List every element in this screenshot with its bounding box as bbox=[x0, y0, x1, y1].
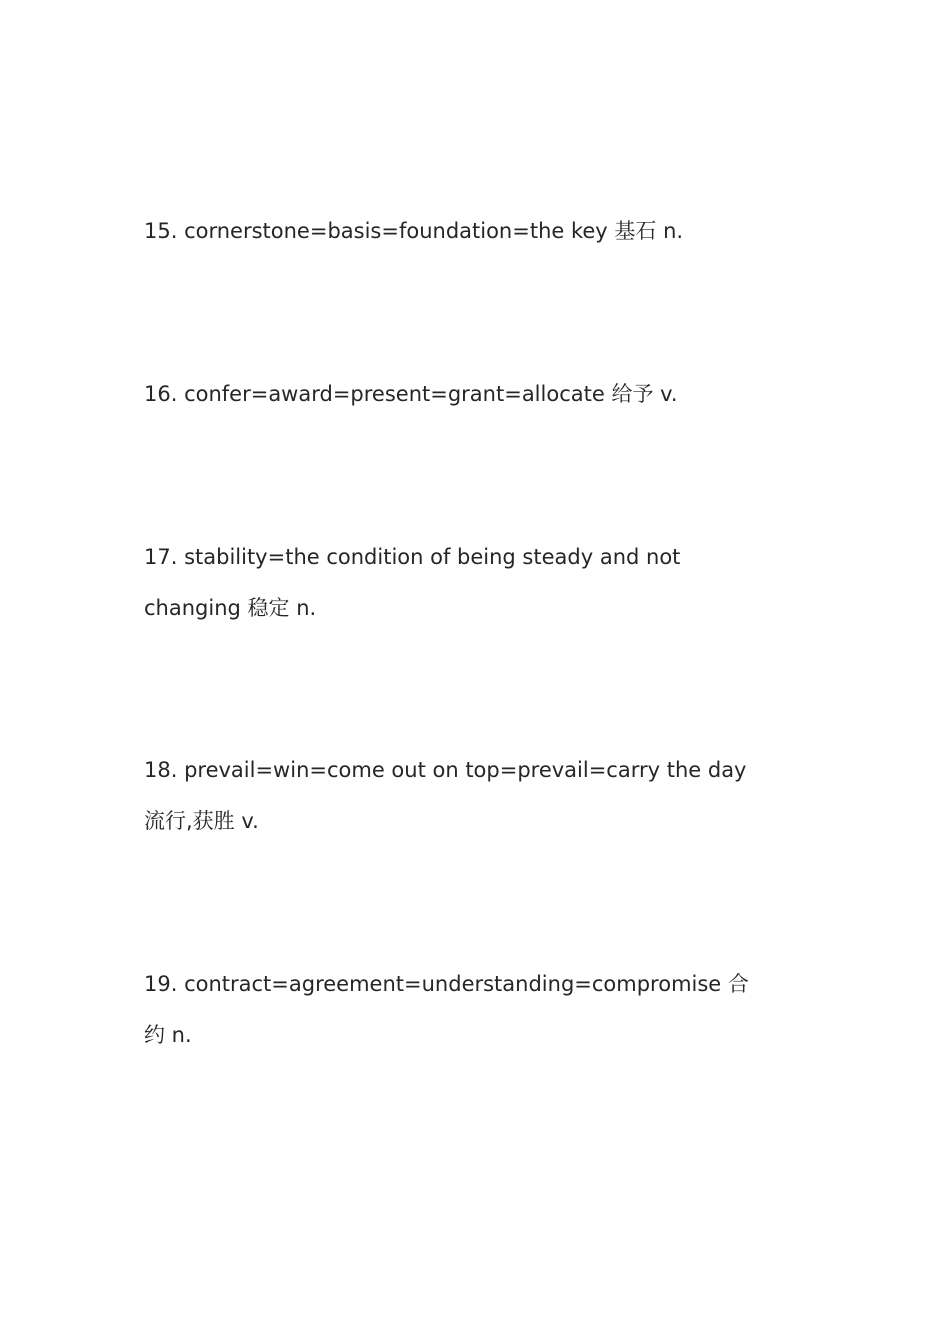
entry-line: changing 稳定 n. bbox=[144, 596, 317, 620]
entry-line: 流行,获胜 v. bbox=[144, 809, 259, 833]
vocab-entry-16 bbox=[144, 369, 804, 420]
entry-line: 16. confer=award=present=grant=allocate 给予 v. bbox=[144, 382, 678, 406]
vocab-entry-19 bbox=[144, 959, 804, 1061]
vocab-entry-18 bbox=[144, 745, 804, 847]
entry-line: 18. prevail=win=come out on top=prevail=carry the day bbox=[144, 758, 747, 782]
entry-line: 17. stability=the condition of being steady and not bbox=[144, 545, 681, 569]
entry-line: 约 n. bbox=[144, 1023, 192, 1047]
vocab-entry-15 bbox=[144, 206, 804, 257]
entry-line: 19. contract=agreement=understanding=compromise 合 bbox=[144, 972, 749, 996]
vocab-entry-17 bbox=[144, 532, 804, 634]
entry-line: 15. cornerstone=basis=foundation=the key 基石 n. bbox=[144, 219, 684, 243]
